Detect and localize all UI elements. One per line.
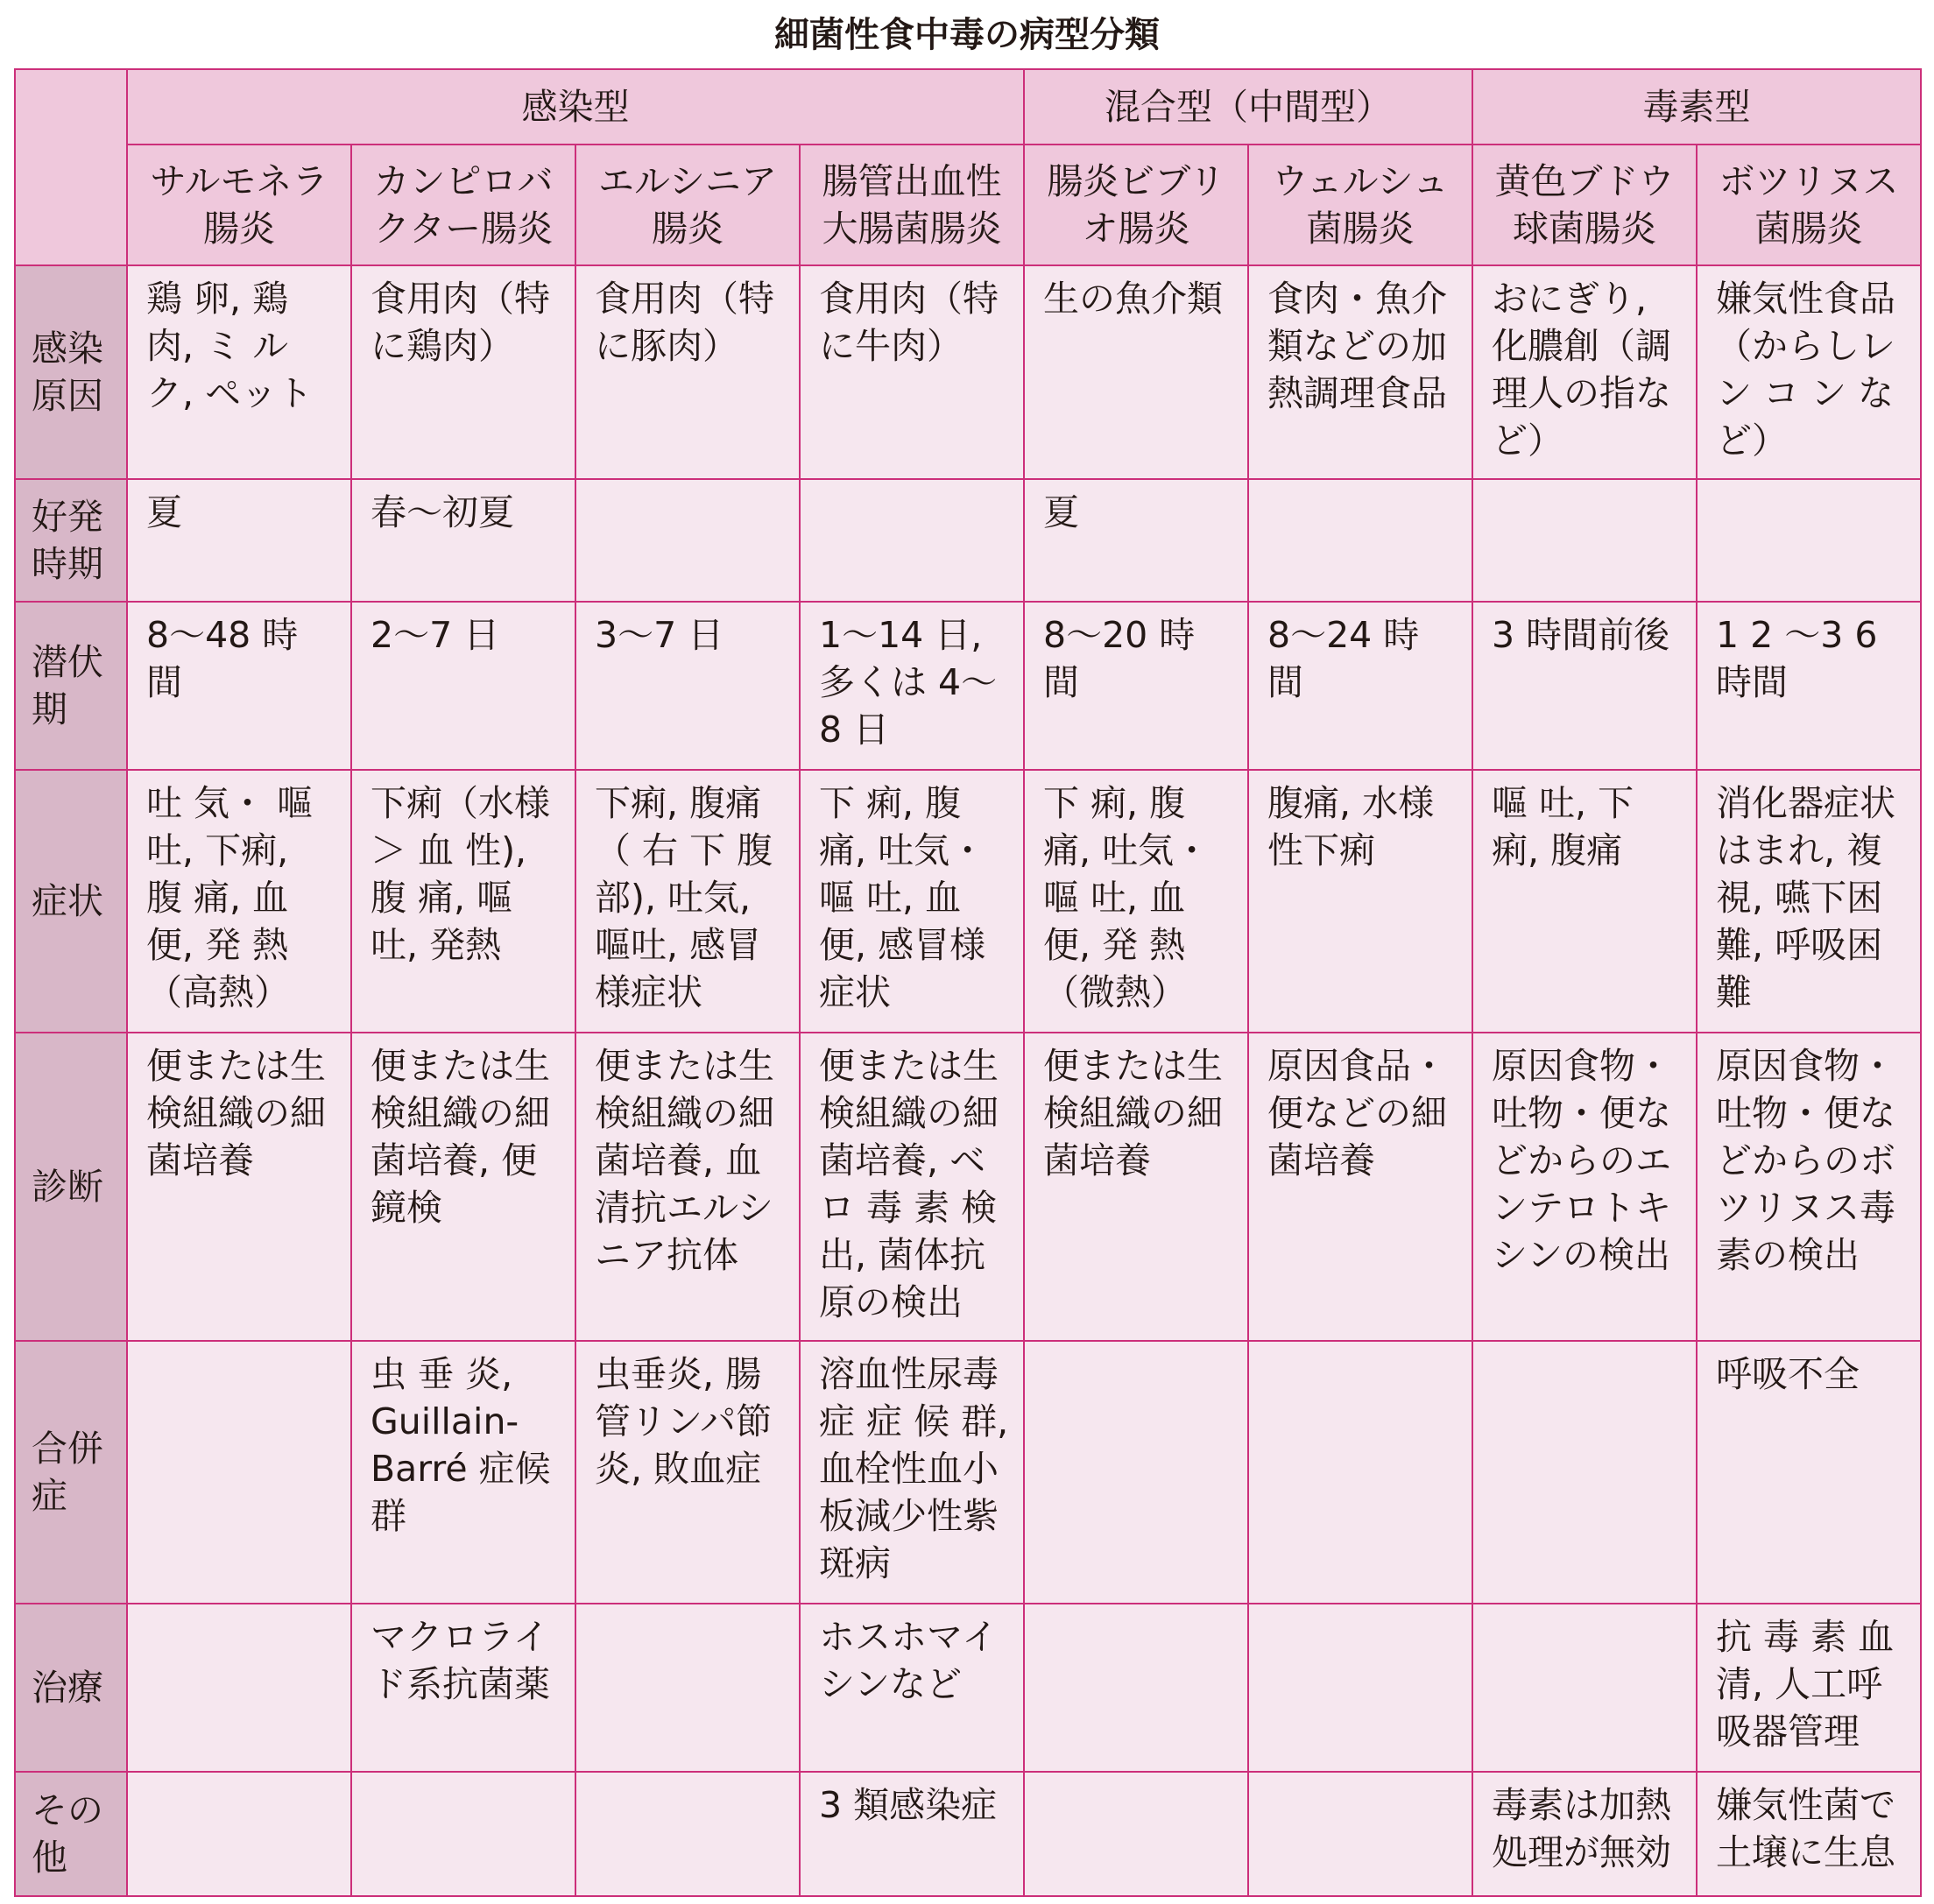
table-cell xyxy=(1472,1604,1697,1772)
food-poisoning-table xyxy=(14,68,1922,1897)
table-cell: 食肉・魚介 類などの加 熱調理食品 xyxy=(1248,265,1472,479)
table-cell: 2〜7 日 xyxy=(351,602,575,770)
table-row xyxy=(15,1033,1921,1341)
row-header: 診断 xyxy=(15,1033,127,1341)
table-cell xyxy=(1024,1341,1248,1604)
table-cell xyxy=(1248,479,1472,602)
table-cell: 虫垂炎, 腸 管リンパ節 炎, 敗血症 xyxy=(575,1341,800,1604)
row-header: その 他 xyxy=(15,1772,127,1896)
table-cell: 食用肉（特 に鶏肉） xyxy=(351,265,575,479)
table-cell: 3 類感染症 xyxy=(800,1772,1024,1896)
column-header: ウェルシュ 菌腸炎 xyxy=(1248,145,1472,265)
table-cell: 虫 垂 炎, Guillain- Barré 症候 群 xyxy=(351,1341,575,1604)
table-cell: 1〜14 日, 多くは 4〜 8 日 xyxy=(800,602,1024,770)
table-cell xyxy=(1024,1772,1248,1896)
table-row xyxy=(15,1772,1921,1896)
table-cell: 食用肉（特 に牛肉） xyxy=(800,265,1024,479)
group-header-infection: 感染型 xyxy=(127,69,1024,145)
table-cell: 下痢, 腹痛 （ 右 下 腹 部), 吐気, 嘔吐, 感冒 様症状 xyxy=(575,770,800,1033)
table-cell xyxy=(127,1604,351,1772)
table-cell xyxy=(127,1772,351,1896)
table-cell xyxy=(575,1772,800,1896)
table-cell: 3〜7 日 xyxy=(575,602,800,770)
table-cell: 抗 毒 素 血 清, 人工呼 吸器管理 xyxy=(1697,1604,1921,1772)
group-header-toxin: 毒素型 xyxy=(1472,69,1921,145)
table-cell xyxy=(1248,1341,1472,1604)
column-header: 黄色ブドウ 球菌腸炎 xyxy=(1472,145,1697,265)
table-cell xyxy=(1248,1604,1472,1772)
table-cell: 便または生 検組織の細 菌培養 xyxy=(127,1033,351,1341)
table-cell: 鶏 卵, 鶏 肉, ミ ル ク, ペット xyxy=(127,265,351,479)
table-cell xyxy=(1024,1604,1248,1772)
table-cell: 便または生 検組織の細 菌培養, 便 鏡検 xyxy=(351,1033,575,1341)
table-row xyxy=(15,265,1921,479)
table-cell: 3 時間前後 xyxy=(1472,602,1697,770)
table-cell: 呼吸不全 xyxy=(1697,1341,1921,1604)
table-cell: 原因食物・ 吐物・便な どからのボ ツリヌス毒 素の検出 xyxy=(1697,1033,1921,1341)
table-cell xyxy=(1472,1341,1697,1604)
table-row xyxy=(15,1341,1921,1604)
table-cell: 溶血性尿毒 症 症 候 群, 血栓性血小 板減少性紫 斑病 xyxy=(800,1341,1024,1604)
row-header: 感染 原因 xyxy=(15,265,127,479)
table-cell xyxy=(800,479,1024,602)
table-cell: 吐 気・ 嘔 吐, 下痢, 腹 痛, 血 便, 発 熱 （高熱） xyxy=(127,770,351,1033)
table-cell: 原因食物・ 吐物・便な どからのエ ンテロトキ シンの検出 xyxy=(1472,1033,1697,1341)
table-cell xyxy=(351,1772,575,1896)
column-header: 腸管出血性 大腸菌腸炎 xyxy=(800,145,1024,265)
table-cell: 食用肉（特 に豚肉） xyxy=(575,265,800,479)
column-header: エルシニア 腸炎 xyxy=(575,145,800,265)
table-cell: 便または生 検組織の細 菌培養, 血 清抗エルシ ニア抗体 xyxy=(575,1033,800,1341)
table-cell xyxy=(1472,479,1697,602)
table-cell: 8〜20 時 間 xyxy=(1024,602,1248,770)
table-cell: 夏 xyxy=(1024,479,1248,602)
table-cell: 1 2 〜3 6 時間 xyxy=(1697,602,1921,770)
table-cell: 春〜初夏 xyxy=(351,479,575,602)
table-cell: 便または生 検組織の細 菌培養 xyxy=(1024,1033,1248,1341)
table-cell xyxy=(127,1341,351,1604)
column-header: 腸炎ビブリ オ腸炎 xyxy=(1024,145,1248,265)
column-header-row xyxy=(15,145,1921,265)
table-cell: 下 痢, 腹 痛, 吐気・ 嘔 吐, 血 便, 発 熱 （微熱） xyxy=(1024,770,1248,1033)
group-header-mixed: 混合型（中間型） xyxy=(1024,69,1472,145)
table-cell: 腹痛, 水様 性下痢 xyxy=(1248,770,1472,1033)
group-header-row xyxy=(15,69,1921,145)
row-header: 好発 時期 xyxy=(15,479,127,602)
table-cell xyxy=(575,1604,800,1772)
column-header: カンピロバ クター腸炎 xyxy=(351,145,575,265)
row-header: 治療 xyxy=(15,1604,127,1772)
table-cell: 毒素は加熱 処理が無効 xyxy=(1472,1772,1697,1896)
table-cell: 原因食品・ 便などの細 菌培養 xyxy=(1248,1033,1472,1341)
table-cell: 便または生 検組織の細 菌培養, ベ ロ 毒 素 検 出, 菌体抗 原の検出 xyxy=(800,1033,1024,1341)
table-cell: ホスホマイ シンなど xyxy=(800,1604,1024,1772)
table-cell: 夏 xyxy=(127,479,351,602)
table-cell: 嘔 吐, 下 痢, 腹痛 xyxy=(1472,770,1697,1033)
column-header: ボツリヌス 菌腸炎 xyxy=(1697,145,1921,265)
table-row xyxy=(15,479,1921,602)
table-cell xyxy=(1697,479,1921,602)
table-cell: 嫌気性菌で 土壌に生息 xyxy=(1697,1772,1921,1896)
table-row xyxy=(15,770,1921,1033)
table-cell: 生の魚介類 xyxy=(1024,265,1248,479)
table-cell: 嫌気性食品 （からしレ ン コ ン な ど） xyxy=(1697,265,1921,479)
table-cell: 下 痢, 腹 痛, 吐気・ 嘔 吐, 血 便, 感冒様 症状 xyxy=(800,770,1024,1033)
table-cell: 8〜24 時 間 xyxy=(1248,602,1472,770)
row-header: 症状 xyxy=(15,770,127,1033)
table-cell: 8〜48 時 間 xyxy=(127,602,351,770)
table-cell: 下痢（水様 ＞ 血 性), 腹 痛, 嘔 吐, 発熱 xyxy=(351,770,575,1033)
table-row xyxy=(15,602,1921,770)
table-cell: おにぎり, 化膿創（調 理人の指な ど） xyxy=(1472,265,1697,479)
row-header: 合併 症 xyxy=(15,1341,127,1604)
table-cell xyxy=(575,479,800,602)
column-header: サルモネラ 腸炎 xyxy=(127,145,351,265)
table-cell: 消化器症状 はまれ, 複 視, 嚥下困 難, 呼吸困 難 xyxy=(1697,770,1921,1033)
corner-cell xyxy=(15,69,127,265)
table-cell xyxy=(1248,1772,1472,1896)
row-header: 潜伏 期 xyxy=(15,602,127,770)
table-title: 細菌性食中毒の病型分類 xyxy=(774,15,1160,55)
table-row xyxy=(15,1604,1921,1772)
table-cell: マクロライ ド系抗菌薬 xyxy=(351,1604,575,1772)
